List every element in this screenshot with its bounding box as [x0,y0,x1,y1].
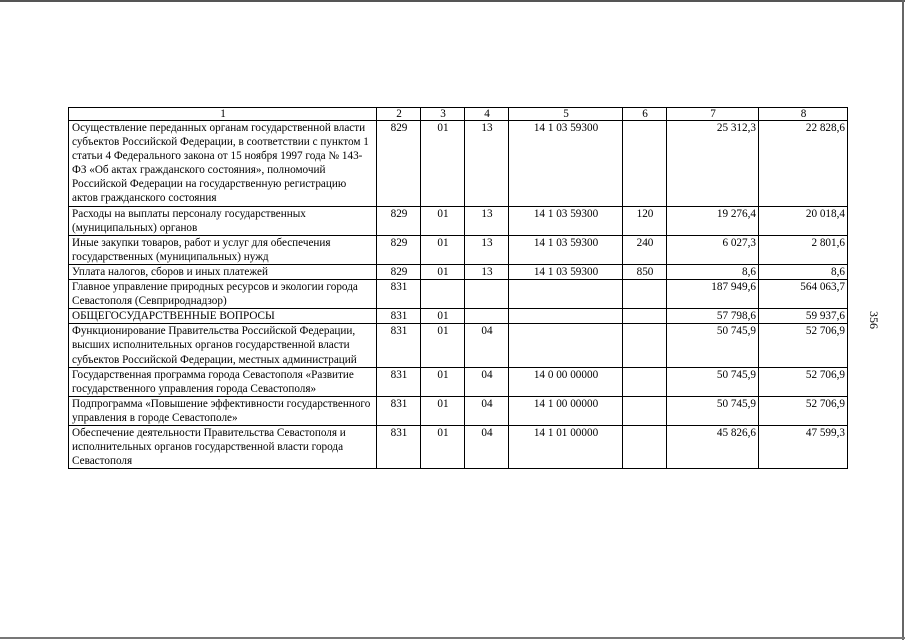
cell-expense-type: 850 [623,264,667,279]
cell-ministry-code: 831 [377,425,421,468]
cell-amount-1: 50 745,9 [667,396,759,425]
cell-section-code: 01 [421,425,465,468]
cell-ministry-code: 829 [377,121,421,207]
cell-expense-type [623,309,667,324]
cell-expense-type [623,396,667,425]
cell-subsection-code: 13 [465,264,509,279]
cell-amount-1: 50 745,9 [667,367,759,396]
cell-section-code: 01 [421,121,465,207]
cell-expense-type [623,425,667,468]
header-cell: 3 [421,108,465,121]
header-cell: 7 [667,108,759,121]
cell-subsection-code [465,280,509,309]
cell-name: Подпрограмма «Повышение эффективности государственного управления в городе Севастополе» [69,396,377,425]
cell-expense-type: 120 [623,206,667,235]
cell-amount-1: 45 826,6 [667,425,759,468]
right-border-line [902,0,904,640]
cell-target-article: 14 1 03 59300 [509,264,623,279]
header-cell: 5 [509,108,623,121]
cell-amount-2: 52 706,9 [759,324,848,367]
cell-amount-2: 20 018,4 [759,206,848,235]
cell-target-article: 14 1 03 59300 [509,206,623,235]
cell-section-code: 01 [421,396,465,425]
cell-section-code [421,280,465,309]
cell-subsection-code: 04 [465,425,509,468]
cell-target-article: 14 1 00 00000 [509,396,623,425]
cell-amount-2: 52 706,9 [759,367,848,396]
cell-subsection-code: 04 [465,324,509,367]
table-row [69,235,848,264]
cell-section-code: 01 [421,367,465,396]
cell-name: Функционирование Правительства Российской Федерации, высших исполнительных органов государственной власти субъектов Российской Федерации, местных администраций [69,324,377,367]
cell-expense-type [623,324,667,367]
cell-ministry-code: 829 [377,206,421,235]
cell-expense-type: 240 [623,235,667,264]
cell-subsection-code: 13 [465,235,509,264]
header-cell: 2 [377,108,421,121]
cell-name: Главное управление природных ресурсов и экологии города Севастополя (Севприроднадзор) [69,280,377,309]
cell-target-article: 14 0 00 00000 [509,367,623,396]
cell-ministry-code: 829 [377,235,421,264]
cell-ministry-code: 831 [377,324,421,367]
cell-amount-2: 52 706,9 [759,396,848,425]
table-row [69,396,848,425]
header-cell: 6 [623,108,667,121]
header-row [69,108,848,121]
cell-target-article [509,324,623,367]
cell-section-code: 01 [421,235,465,264]
cell-subsection-code: 04 [465,396,509,425]
table-row [69,425,848,468]
cell-expense-type [623,367,667,396]
top-border-line [0,0,905,2]
cell-amount-2: 59 937,6 [759,309,848,324]
cell-subsection-code [465,309,509,324]
header-cell: 8 [759,108,848,121]
cell-name: ОБЩЕГОСУДАРСТВЕННЫЕ ВОПРОСЫ [69,309,377,324]
cell-ministry-code: 831 [377,309,421,324]
cell-amount-1: 57 798,6 [667,309,759,324]
cell-amount-1: 6 027,3 [667,235,759,264]
cell-ministry-code: 831 [377,280,421,309]
cell-target-article: 14 1 01 00000 [509,425,623,468]
header-cell: 4 [465,108,509,121]
cell-amount-1: 25 312,3 [667,121,759,207]
cell-subsection-code: 04 [465,367,509,396]
cell-amount-2: 8,6 [759,264,848,279]
cell-amount-1: 187 949,6 [667,280,759,309]
cell-target-article: 14 1 03 59300 [509,121,623,207]
cell-section-code: 01 [421,206,465,235]
cell-subsection-code: 13 [465,121,509,207]
budget-table [68,107,848,469]
cell-subsection-code: 13 [465,206,509,235]
cell-ministry-code: 829 [377,264,421,279]
table-row [69,206,848,235]
table-row [69,367,848,396]
cell-amount-1: 19 276,4 [667,206,759,235]
cell-ministry-code: 831 [377,396,421,425]
table-row [69,324,848,367]
cell-name: Уплата налогов, сборов и иных платежей [69,264,377,279]
cell-section-code: 01 [421,264,465,279]
cell-name: Иные закупки товаров, работ и услуг для обеспечения государственных (муниципальных) нужд [69,235,377,264]
page-number: 356 [867,311,881,329]
cell-target-article: 14 1 03 59300 [509,235,623,264]
cell-amount-1: 50 745,9 [667,324,759,367]
table-row [69,280,848,309]
cell-name: Обеспечение деятельности Правительства Севастополя и исполнительных органов государственной власти города Севастополя [69,425,377,468]
cell-name: Осуществление переданных органам государственной власти субъектов Российской Федерации, в соответствии с пунктом 1 статьи 4 Федерального закона от 15 ноября 1997 года № 143-ФЗ «Об актах гражданского состояния», полномочий Российской Федерации на государственную регистрацию актов гражданского состояния [69,121,377,207]
table-row [69,264,848,279]
header-cell: 1 [69,108,377,121]
bottom-border-line [0,637,905,639]
table-row [69,121,848,207]
cell-section-code: 01 [421,324,465,367]
table-row [69,309,848,324]
cell-amount-1: 8,6 [667,264,759,279]
cell-expense-type [623,121,667,207]
cell-target-article [509,280,623,309]
cell-amount-2: 47 599,3 [759,425,848,468]
cell-expense-type [623,280,667,309]
cell-ministry-code: 831 [377,367,421,396]
cell-amount-2: 22 828,6 [759,121,848,207]
cell-name: Расходы на выплаты персоналу государственных (муниципальных) органов [69,206,377,235]
cell-amount-2: 564 063,7 [759,280,848,309]
cell-amount-2: 2 801,6 [759,235,848,264]
cell-name: Государственная программа города Севастополя «Развитие государственного управления города Севастополя» [69,367,377,396]
cell-target-article [509,309,623,324]
cell-section-code: 01 [421,309,465,324]
